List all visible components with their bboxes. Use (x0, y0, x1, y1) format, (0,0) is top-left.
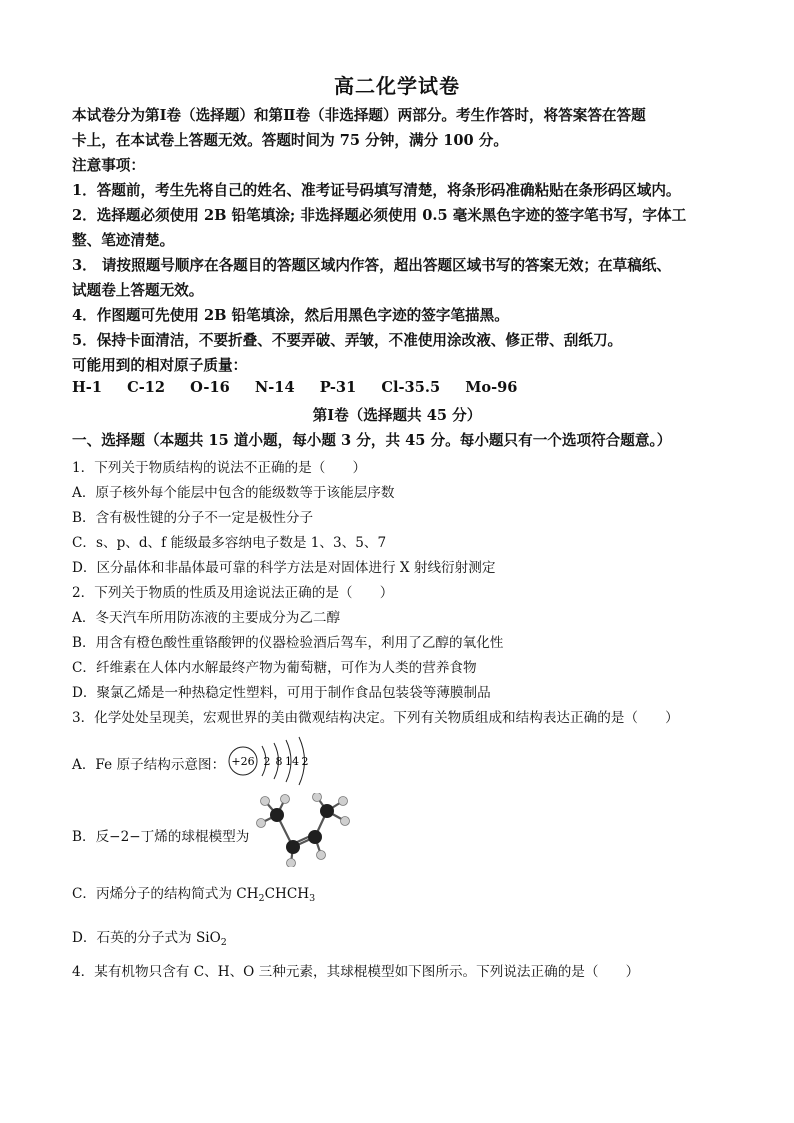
fe-atom-structure-diagram (226, 734, 318, 790)
question-option: A．原子核外每个能层中包含的能级数等于该能层序数 (72, 485, 395, 501)
question-option: D．聚氯乙烯是一种热稳定性塑料，可用于制作食品包装袋等薄膜制品 (72, 685, 491, 701)
trans-2-butene-ball-stick-model (255, 793, 355, 867)
question-4-stem: 4．某有机物只含有 C、H、O 三种元素，其球棍模型如下图所示。下列说法正确的是（ ） (72, 964, 640, 980)
question-option-b: B．反−2−丁烯的球棍模型为 (72, 829, 250, 845)
notice-item: 2．选择题必须使用 2B 铅笔填涂; 非选择题必须使用 0.5 毫米黑色字迹的签字笔书写，字体工 (72, 207, 687, 224)
atomic-mass: Cl-35.5 (381, 379, 441, 396)
notice-item: 试题卷上答题无效。 (72, 282, 204, 299)
atomic-mass-list (72, 379, 736, 396)
notice-item: 整、笔迹清楚。 (72, 232, 175, 249)
question-option: B．用含有橙色酸性重铬酸钾的仪器检验酒后驾车，利用了乙醇的氧化性 (72, 635, 504, 651)
question-option: C．s、p、d、f 能级最多容纳电子数是 1、3、5、7 (72, 535, 387, 551)
fe-shell-electrons: 8 (275, 755, 283, 768)
notice-heading: 注意事项： (72, 157, 145, 174)
question-1-stem: 1．下列关于物质结构的说法不正确的是（ ） (72, 460, 367, 476)
notice-item: 3． 请按照题号顺序在各题目的答题区域内作答，超出答题区域书写的答案无效；在草稿纸、 (72, 257, 671, 274)
atomic-mass: H-1 (72, 379, 102, 396)
part-title: 第Ⅰ卷（选择题共 45 分） (312, 407, 482, 424)
question-option: A．冬天汽车所用防冻液的主要成分为乙二醇 (72, 610, 341, 626)
fe-shell-electrons: 2 (263, 755, 271, 768)
section-heading: 一、选择题（本题共 15 道小题，每小题 3 分，共 45 分。每小题只有一个选项符合题意。） (72, 432, 672, 449)
question-option: D．区分晶体和非晶体最可靠的科学方法是对固体进行 X 射线衍射测定 (72, 560, 496, 576)
intro-line-2: 卡上，在本试卷上答题无效。答题时间为 75 分钟，满分 100 分。 (72, 132, 508, 149)
atomic-mass: N-14 (254, 379, 295, 396)
fe-shell-electrons: 2 (301, 755, 309, 768)
fe-shell-electrons: 14 (285, 755, 299, 768)
question-2-stem: 2．下列关于物质的性质及用途说法正确的是（ ） (72, 585, 394, 601)
question-option-d (72, 926, 736, 948)
notice-item: 1．答题前，考生先将自己的姓名、准考证号码填写清楚，将条形码准确粘贴在条形码区域内。 (72, 182, 681, 199)
notice-item: 5．保持卡面清洁，不要折叠、不要弄破、弄皱，不准使用涂改液、修正带、刮纸刀。 (72, 332, 623, 349)
page-title: 高二化学试卷 (334, 74, 460, 98)
question-option-c (72, 882, 736, 904)
question-3-stem: 3．化学处处呈现美，宏观世界的美由微观结构决定。下列有关物质组成和结构表达正确的是（ ） (72, 710, 679, 726)
intro-line-1: 本试卷分为第Ⅰ卷（选择题）和第Ⅱ卷（非选择题）两部分。考生作答时，将答案答在答题 (72, 107, 646, 124)
notice-item: 4．作图题可先使用 2B 铅笔填涂，然后用黑色字迹的签字笔描黑。 (72, 307, 509, 324)
question-option: C．纤维素在人体内水解最终产物为葡萄糖，可作为人类的营养食物 (72, 660, 477, 676)
atomic-mass: P-31 (319, 379, 357, 396)
fe-nucleus-charge: +26 (231, 755, 255, 768)
question-option: B．含有极性键的分子不一定是极性分子 (72, 510, 314, 526)
option-d-text: D．石英的分子式为 SiO (72, 930, 221, 946)
atomic-mass: O-16 (190, 379, 230, 396)
subscript: 3 (309, 893, 316, 904)
question-option-a: A．Fe 原子结构示意图： (72, 757, 226, 773)
atomic-mass: Mo-96 (465, 379, 518, 396)
subscript: 2 (258, 893, 265, 904)
option-c-text: C．丙烯分子的结构简式为 CH (72, 886, 259, 902)
mass-heading: 可能用到的相对原子质量： (72, 357, 248, 374)
atomic-mass: C-12 (127, 379, 166, 396)
option-c-text: CHCH (264, 886, 310, 902)
subscript: 2 (220, 937, 227, 948)
